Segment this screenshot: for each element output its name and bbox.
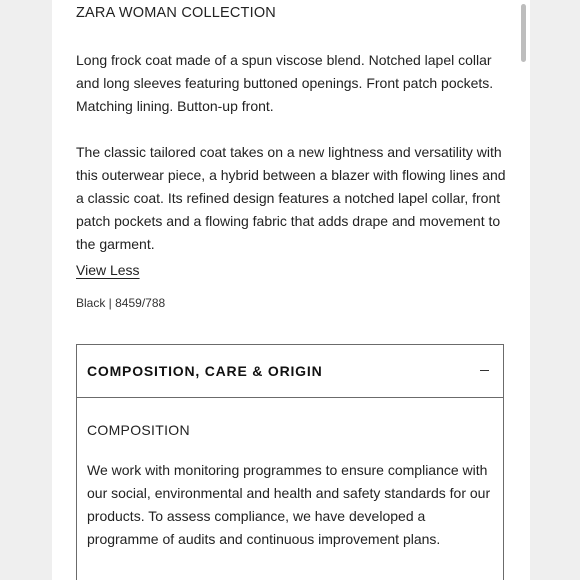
accordion-header[interactable] [77,345,503,398]
minus-icon[interactable] [480,370,489,371]
composition-label: COMPOSITION [87,422,190,438]
product-details-panel [52,0,530,580]
color-reference: Black | 8459/788 [76,296,166,310]
composition-accordion [76,344,504,580]
scrollbar-thumb[interactable] [521,4,526,62]
composition-text: We work with monitoring programmes to ensure compliance with our social, environmental and health and safety standards for our products. To assess compliance, we have developed a programme of audits and continuous improvement plans. [87,462,491,547]
accordion-title: COMPOSITION, CARE & ORIGIN [87,363,323,379]
product-description-short: Long frock coat made of a spun viscose blend. Notched lapel collar and long sleeves featuring buttoned openings. Front patch pockets. Matching lining. Button-up front. [76,52,494,114]
product-description-long: The classic tailored coat takes on a new lightness and versatility with this outerwear piece, a hybrid between a blazer with flowing lines and a classic coat. Its refined design features a notched lapel collar, front patch pockets and a flowing fabric that adds drape and movement to the garment. [76,144,506,252]
scrollbar[interactable] [520,0,528,580]
view-less-link[interactable]: View Less [76,262,140,278]
collection-title: ZARA WOMAN COLLECTION [76,5,276,21]
